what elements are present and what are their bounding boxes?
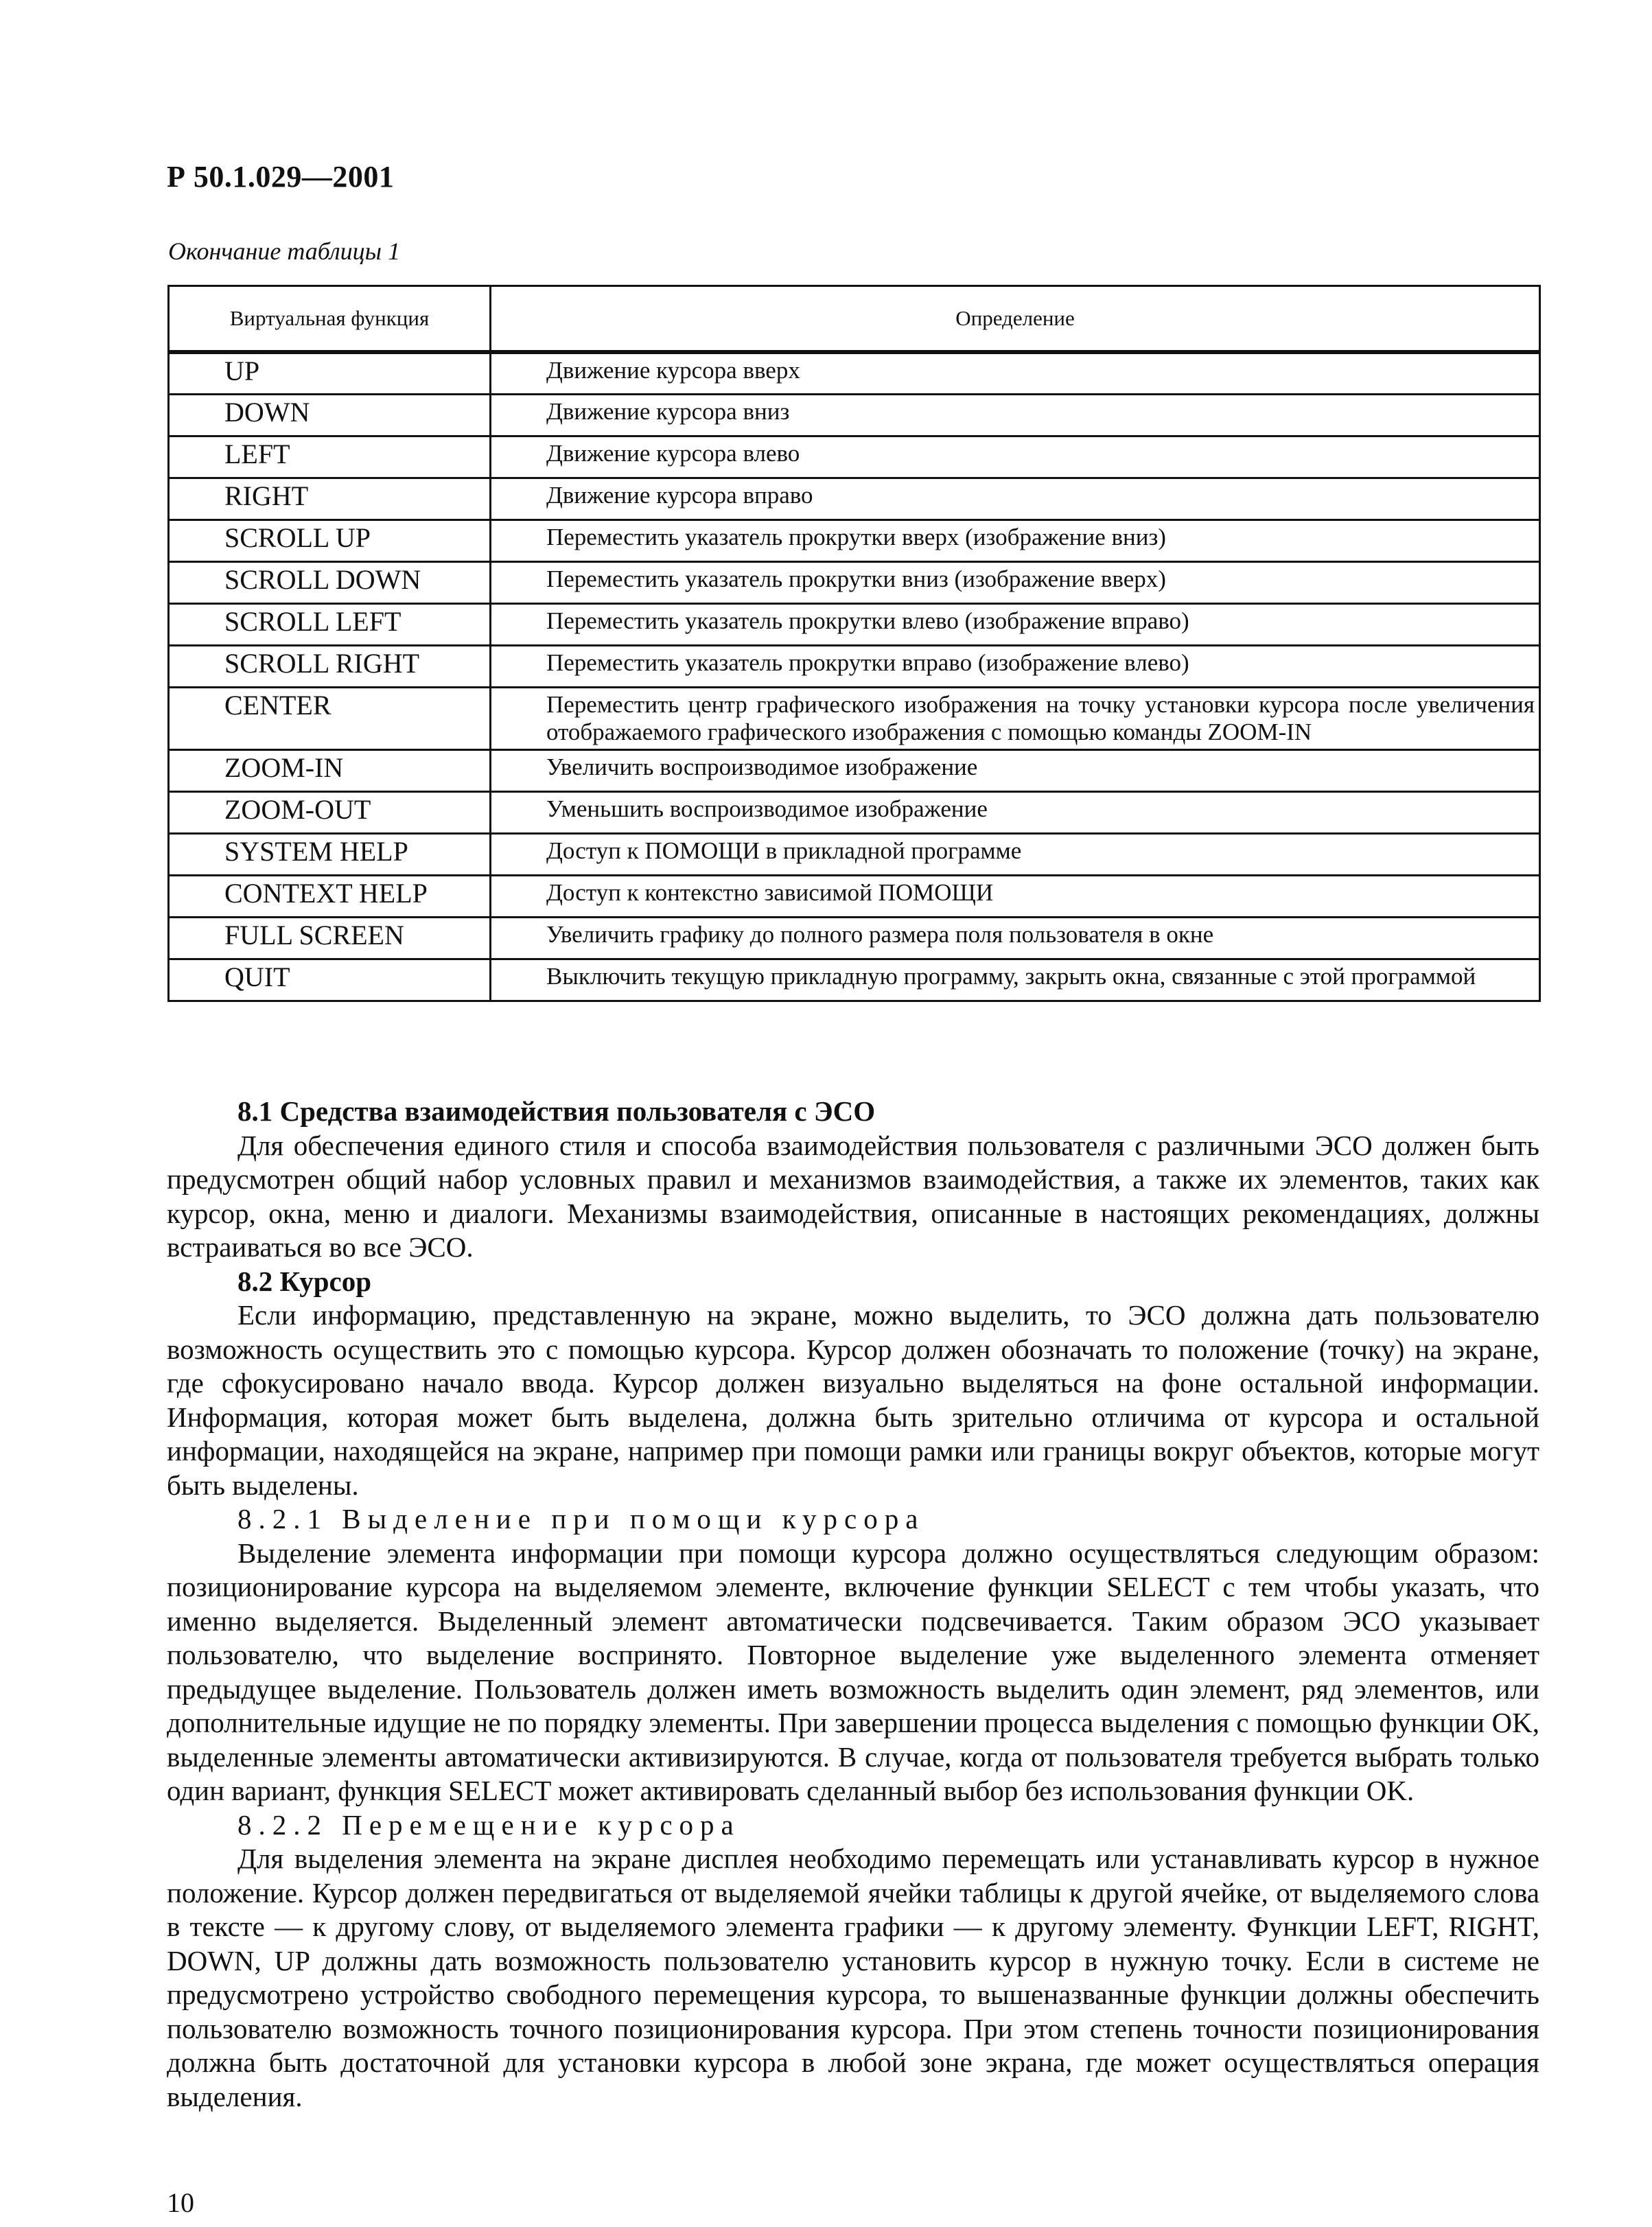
subsection-heading: 8.2.2 Перемещение курсора: [237, 1808, 741, 1841]
section-heading: 8.1 Средства взаимодействия пользователя с ЭСО: [237, 1095, 876, 1127]
paragraph: Для выделения элемента на экране дисплея необходимо перемещать или устанавливать курсор в нужное положение. Курсор должен передвигаться от выделяемой ячейки таблицы к другой ячейке, от выделяемого слова в тексте — к другому слову, от выделяемого элемента графики — к другому элементу. Функции LEFT, RIGHT, DOWN, UP должны дать возможность пользователю установить курсор в нужную точку. Если в системе не предусмотрено устройство свободного перемещения курсора, то вышеназванные функции должны обеспечить пользователю возможность точного позиционирования курсора. При этом степень точности позиционирования должна быть достаточной для установки курсора в любой зоне экрана, где может осуществляться операция выделения.: [167, 1843, 1539, 2112]
function-cell: DOWN: [169, 394, 491, 436]
table-row: [169, 791, 1540, 833]
definition-cell: Увеличить графику до полного размера поля пользователя в окне: [491, 917, 1540, 959]
table-row: [169, 875, 1540, 917]
table-row: [169, 436, 1540, 478]
definition-cell: Переместить указатель прокрутки вверх (изображение вниз): [491, 520, 1540, 561]
table-row: [169, 917, 1540, 959]
function-cell: FULL SCREEN: [169, 917, 491, 959]
document-code: Р 50.1.029—2001: [167, 160, 395, 194]
paragraph: Для обеспечения единого стиля и способа взаимодействия пользователя с различными ЭСО должен быть предусмотрен общий набор условных правил и механизмов взаимодействия, а также их элементов, таких как курсор, окна, меню и диалоги. Механизмы взаимодействия, описанные в настоящих рекомендациях, должны встраиваться во все ЭСО.: [167, 1129, 1539, 1263]
definition-cell: Увеличить воспроизводимое изображение: [491, 749, 1540, 791]
table-row: [169, 833, 1540, 875]
definition-cell: Переместить указатель прокрутки влево (изображение вправо): [491, 603, 1540, 645]
table-row: [169, 478, 1540, 520]
table-header-row: [169, 286, 1540, 353]
function-cell: UP: [169, 352, 491, 394]
table-row: [169, 352, 1540, 394]
function-cell: RIGHT: [169, 478, 491, 520]
definition-cell: Выключить текущую прикладную программу, закрыть окна, связанные с этой программой: [491, 959, 1540, 1001]
function-cell: LEFT: [169, 436, 491, 478]
body-text: [167, 1095, 1539, 2114]
subsection-heading: 8.2.1 Выделение при помощи курсора: [237, 1503, 925, 1535]
definition-cell: Переместить указатель прокрутки вправо (изображение влево): [491, 645, 1540, 687]
table-row: [169, 749, 1540, 791]
definition-cell: Движение курсора вверх: [491, 352, 1540, 394]
function-cell: SCROLL LEFT: [169, 603, 491, 645]
definition-cell: Переместить указатель прокрутки вниз (изображение вверх): [491, 561, 1540, 603]
table-body: [169, 352, 1540, 1001]
function-cell: QUIT: [169, 959, 491, 1001]
table-row: [169, 603, 1540, 645]
function-cell: SCROLL DOWN: [169, 561, 491, 603]
paragraph: Выделение элемента информации при помощи курсора должно осуществляться следующим образом: позиционирование курсора на выделяемом элементе, включение функции SELECT с тем чтобы указать, что именно выделяется. Выделенный элемент автоматически подсвечивается. Таким образом ЭСО указывает пользователю, что выделение воспринято. Повторное выделение уже выделенного элемента отменяет предыдущее выделение. Пользователь должен иметь возможность выделить один элемент, ряд элементов, или дополнительные идущие не по порядку элементы. При завершении процесса выделения с помощью функции OK, выделенные элементы автоматически активизируются. В случае, когда от пользователя требуется выбрать только один вариант, функция SELECT может активировать сделанный выбор без использования функции OK.: [167, 1537, 1539, 1806]
definition-cell: Переместить центр графического изображения на точку установки курсора после увеличения отображаемого графического изображения с помощью команды ZOOM-IN: [491, 687, 1540, 749]
table-row: [169, 687, 1540, 749]
definition-cell: Доступ к контекстно зависимой ПОМОЩИ: [491, 875, 1540, 917]
definition-cell: Доступ к ПОМОЩИ в прикладной программе: [491, 833, 1540, 875]
function-cell: ZOOM-OUT: [169, 791, 491, 833]
page-number: 10: [167, 2187, 194, 2218]
function-cell: CENTER: [169, 687, 491, 749]
virtual-functions-table: [167, 285, 1541, 1002]
table-caption: Окончание таблицы 1: [168, 237, 401, 265]
definition-cell: Движение курсора влево: [491, 436, 1540, 478]
definition-cell: Движение курсора вниз: [491, 394, 1540, 436]
table-row: [169, 561, 1540, 603]
function-cell: CONTEXT HELP: [169, 875, 491, 917]
function-cell: SYSTEM HELP: [169, 833, 491, 875]
column-header-definition: Определение: [491, 286, 1540, 353]
definition-cell: Движение курсора вправо: [491, 478, 1540, 520]
table-row: [169, 394, 1540, 436]
section-heading: 8.2 Курсор: [237, 1265, 372, 1297]
column-header-function: Виртуальная функция: [169, 286, 491, 353]
table-row: [169, 959, 1540, 1001]
table-row: [169, 645, 1540, 687]
function-cell: SCROLL UP: [169, 520, 491, 561]
definition-cell: Уменьшить воспроизводимое изображение: [491, 791, 1540, 833]
function-cell: SCROLL RIGHT: [169, 645, 491, 687]
function-cell: ZOOM-IN: [169, 749, 491, 791]
paragraph: Если информацию, представленную на экране, можно выделить, то ЭСО должна дать пользователю возможность осуществить это с помощью курсора. Курсор должен обозначать то положение (точку) на экране, где сфокусировано начало ввода. Курсор должен визуально выделяться на фоне остальной информации. Информация, которая может быть выделена, должна быть зрительно отличима от курсора и остальной информации, находящейся на экране, например при помощи рамки или границы вокруг объектов, которые могут быть выделены.: [167, 1299, 1539, 1501]
table-row: [169, 520, 1540, 561]
